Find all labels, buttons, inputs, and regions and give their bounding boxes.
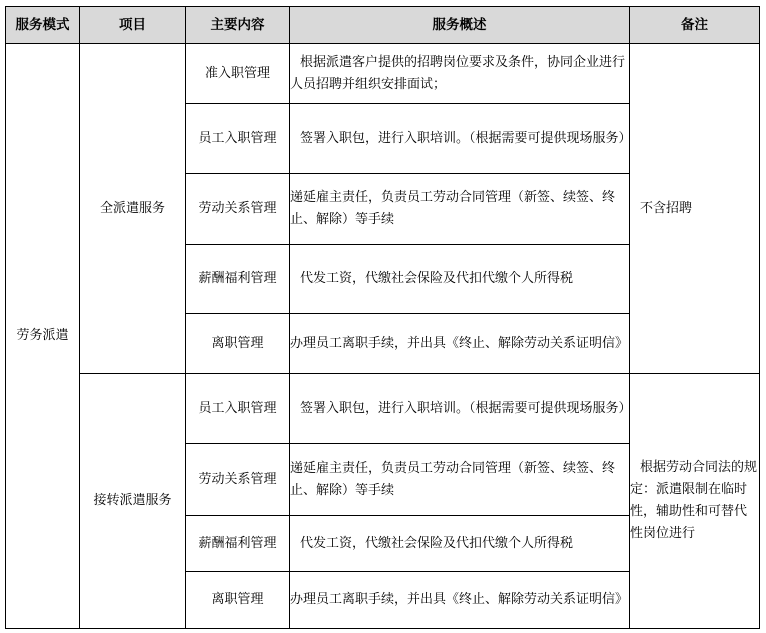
content-cell: 劳动关系管理 [186,174,290,245]
content-cell: 员工入职管理 [186,104,290,174]
content-cell: 劳动关系管理 [186,444,290,516]
content-cell: 薪酬福利管理 [186,245,290,314]
summary-cell: 签署入职包，进行入职培训。（根据需要可提供现场服务） [290,374,630,444]
summary-cell: 递延雇主责任，负责员工劳动合同管理（新签、续签、终止、解除）等手续 [290,444,630,516]
project-cell: 接转派遣服务 [80,374,186,629]
service-mode-cell: 劳务派遣 [6,44,80,629]
table-row [6,374,760,444]
project-cell: 全派遣服务 [80,44,186,374]
header-service-mode: 服务模式 [6,7,80,44]
content-cell: 离职管理 [186,314,290,374]
remark-cell: 根据劳动合同法的规定：派遣限制在临时性，辅助性和可替代性岗位进行 [630,374,760,629]
summary-cell: 根据派遣客户提供的招聘岗位要求及条件，协同企业进行人员招聘并组织安排面试； [290,44,630,104]
service-table [5,6,760,629]
header-service-summary: 服务概述 [290,7,630,44]
summary-cell: 办理员工离职手续，并出具《终止、解除劳动关系证明信》 [290,572,630,629]
content-cell: 准入职管理 [186,44,290,104]
content-cell: 离职管理 [186,572,290,629]
summary-cell: 递延雇主责任，负责员工劳动合同管理（新签、续签、终止、解除）等手续 [290,174,630,245]
remark-cell: 不含招聘 [630,44,760,374]
content-cell: 员工入职管理 [186,374,290,444]
summary-cell: 办理员工离职手续，并出具《终止、解除劳动关系证明信》 [290,314,630,374]
table-row [6,44,760,104]
header-remark: 备注 [630,7,760,44]
summary-cell: 代发工资，代缴社会保险及代扣代缴个人所得税 [290,245,630,314]
summary-cell: 签署入职包，进行入职培训。（根据需要可提供现场服务） [290,104,630,174]
header-main-content: 主要内容 [186,7,290,44]
header-project: 项目 [80,7,186,44]
summary-cell: 代发工资，代缴社会保险及代扣代缴个人所得税 [290,516,630,572]
header-row [6,7,760,44]
content-cell: 薪酬福利管理 [186,516,290,572]
